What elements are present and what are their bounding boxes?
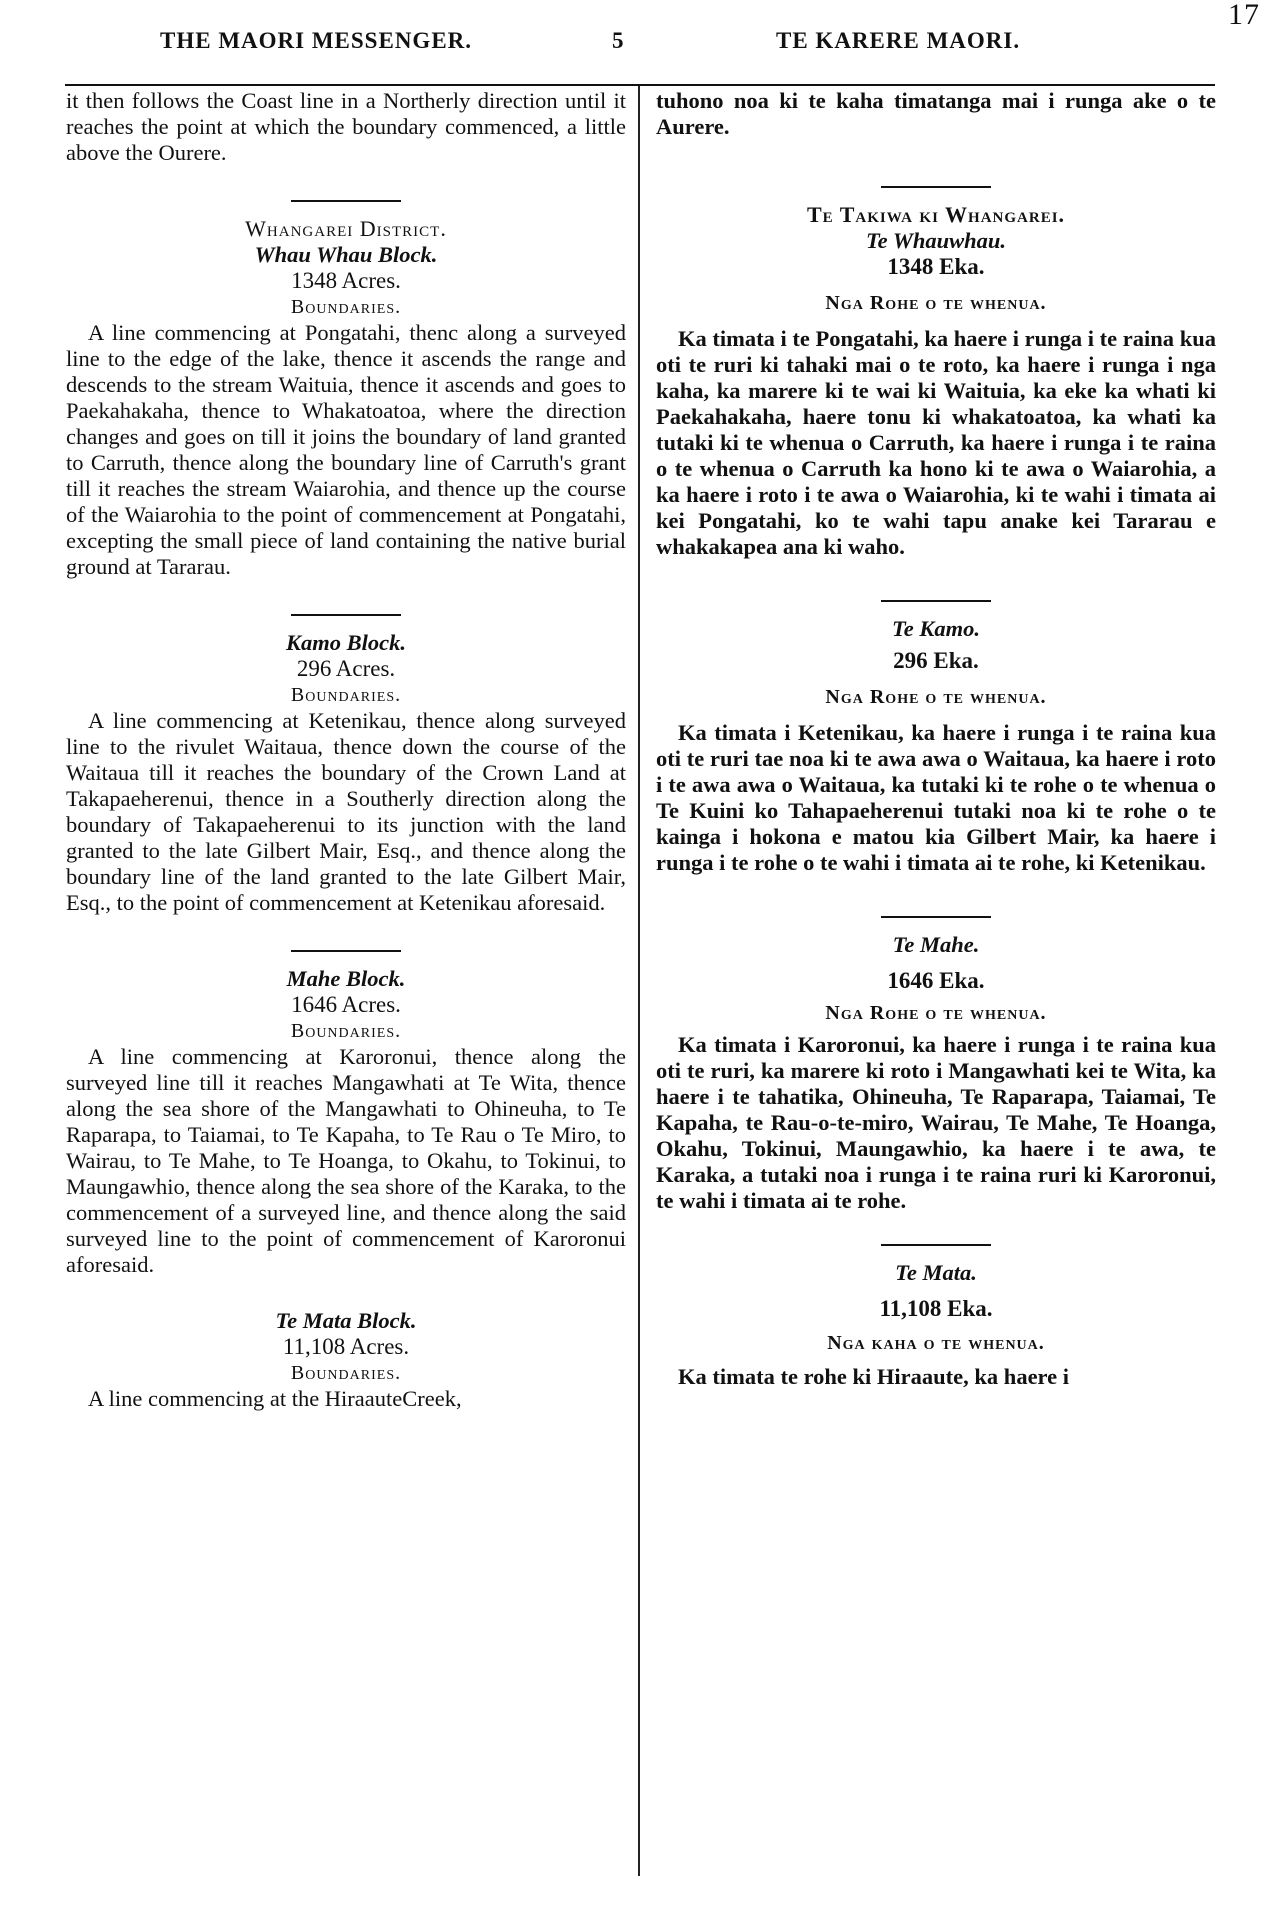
block-acreage: 11,108 Acres. <box>282 1334 410 1359</box>
section-divider <box>291 200 401 202</box>
boundaries-heading: Nga Rohe o te whenua. <box>825 1002 1047 1024</box>
column-divider <box>638 86 640 1876</box>
block-acreage: 296 Eka. <box>893 648 979 673</box>
boundaries-heading: Boundaries. <box>290 1020 402 1042</box>
header-rule <box>65 84 1215 86</box>
boundaries-heading: Boundaries. <box>290 296 402 318</box>
block-heading: Te Whauwhau. <box>865 228 1007 253</box>
block-acreage: 1646 Eka. <box>887 968 985 993</box>
english-column <box>66 88 626 1412</box>
boundary-description: A line commencing at Ketenikau, thence along surveyed line to the rivulet Waitaua, thence down the course of the Waitaua till it reaches the boundary of the Crown Land at Takapaeherenui, thence in a Southerly direction along the boundary of Takapaeherenui to its junction with the land granted to the late Gilbert Mair, Esq., and thence along the boundary line of the land granted to the late Gilbert Mair, Esq., to the point of commencement at Ketenikau aforesaid. <box>66 708 626 915</box>
boundary-description: Ka timata i Ketenikau, ka haere i runga i te raina kua oti te ruri tae noa ki te awa awa o Waitaua, ka haere i roto i te awa awa o Waitaua, ka tutaki ki te rohe o te whenua o Te Kuini ko Tahapaeherenui tutaki noa ki te rohe o te kainga i hokona e matou kia Gilbert Mair, ka haere i runga i te rohe o te wahi i timata ai te rohe, ki Ketenikau. <box>656 720 1216 875</box>
maori-masthead: TE KARERE MAORI. <box>776 28 1021 53</box>
section-divider <box>291 950 401 952</box>
page-header <box>0 0 1280 68</box>
boundaries-heading: Nga Rohe o te whenua. <box>825 292 1047 314</box>
block-heading: Te Mahe. <box>892 932 980 957</box>
boundaries-heading: Nga kaha o te whenua. <box>827 1332 1045 1354</box>
district-heading: Te Takiwa ki Whangarei. <box>806 202 1066 227</box>
maori-column <box>656 88 1216 1390</box>
boundary-description: Ka timata i te Pongatahi, ka haere i runga i te raina kua oti te ruri ki tahaki mai o te roto, ka haere i runga i nga kaha, ka marere ki te wai ki Waituia, ka eke ka whati ki Paekahakaha, haere tonu ki whakatoatoa, ka whati ka tutaki ki te whenua o Carruth, ka haere i runga i te raina o te whenua o Carruth ka hono ki te awa o Waiarohia, a ka haere i roto i te awa o Waiarohia, ki te wahi i timata ai kei Pongatahi, ko te wahi tapu anake kei Tararau e whakakapea ana ki waho. <box>656 326 1216 559</box>
block-heading: Te Mata. <box>895 1260 977 1285</box>
block-heading: Kamo Block. <box>285 630 406 655</box>
boundary-description: A line commencing at the HiraauteCreek, <box>88 1386 462 1411</box>
block-acreage: 1348 Acres. <box>291 268 401 293</box>
boundary-description: Ka timata te rohe ki Hiraaute, ka haere i <box>678 1364 1069 1389</box>
boundaries-heading: Boundaries. <box>290 1362 402 1384</box>
boundaries-heading: Boundaries. <box>290 684 402 706</box>
section-divider <box>881 186 991 188</box>
block-acreage: 1646 Acres. <box>291 992 401 1017</box>
english-masthead: THE MAORI MESSENGER. <box>160 28 473 53</box>
section-divider <box>881 916 991 918</box>
boundary-description: A line commencing at Pongatahi, thenc along a surveyed line to the edge of the lake, thence it ascends the range and descends to the stream Waituia, thence it ascends and goes to Paekahakaha, thence to Whakatoatoa, where the direction changes and goes on till it joins the boundary of land granted to Carruth, thence along the boundary line of Carruth's grant till it reaches the stream Waiarohia, and thence up the course of the Waiarohia to the point of commencement at Pongatahi, excepting the small piece of land containing the native burial ground at Tararau. <box>66 320 626 579</box>
block-heading: Mahe Block. <box>286 966 406 991</box>
block-heading: Whau Whau Block. <box>254 242 438 267</box>
maori-intro-paragraph: tuhono noa ki te kaha timatanga mai i runga ake o te Aurere. <box>656 88 1216 139</box>
section-divider <box>881 1244 991 1246</box>
section-divider <box>291 614 401 616</box>
page-number: 5 <box>612 28 625 53</box>
handwritten-page-mark: 17 <box>1228 0 1260 31</box>
block-acreage: 1348 Eka. <box>887 254 985 279</box>
block-heading: Te Kamo. <box>892 616 980 641</box>
block-acreage: 11,108 Eka. <box>879 1296 993 1321</box>
block-acreage: 296 Acres. <box>296 656 396 681</box>
english-intro-paragraph: it then follows the Coast line in a Northerly direction until it reaches the point at which the boundary commenced, a little above the Ourere. <box>66 88 626 165</box>
boundary-description: Ka timata i Karoronui, ka haere i runga i te raina kua oti te ruri, ka marere ki roto i Mangawhati kei te Wita, ka haere i te tahatika, Ohineuha, Te Raparapa, Taiamai, Te Kapaha, te Rau-o-te-miro, Wairau, Te Mahe, Te Hoanga, Okahu, Tokinui, Maungawhio, ka haere i te awa, te Karaka, a tutaki noa i runga i te raina ruri ki Karoronui, te wahi i timata ai te rohe. <box>656 1032 1216 1213</box>
boundaries-heading: Nga Rohe o te whenua. <box>825 686 1047 708</box>
boundary-description: A line commencing at Karoronui, thence along the surveyed line till it reaches Mangawhati at Te Wita, thence along the sea shore of the Mangawhati to Ohineuha, to Te Raparapa, to Taiamai, to Te Kapaha, to Te Rau o Te Miro, to Wairau, to Te Mahe, to Te Hoanga, to Okahu, to Tokinui, to Maungawhio, thence along the sea shore of the Karaka, to the commencement of a surveyed line, and thence along the said surveyed line to the point of commencement of Karoronui aforesaid. <box>66 1044 626 1277</box>
district-heading: Whangarei District. <box>245 216 447 241</box>
block-heading: Te Mata Block. <box>275 1308 417 1333</box>
section-divider <box>881 600 991 602</box>
